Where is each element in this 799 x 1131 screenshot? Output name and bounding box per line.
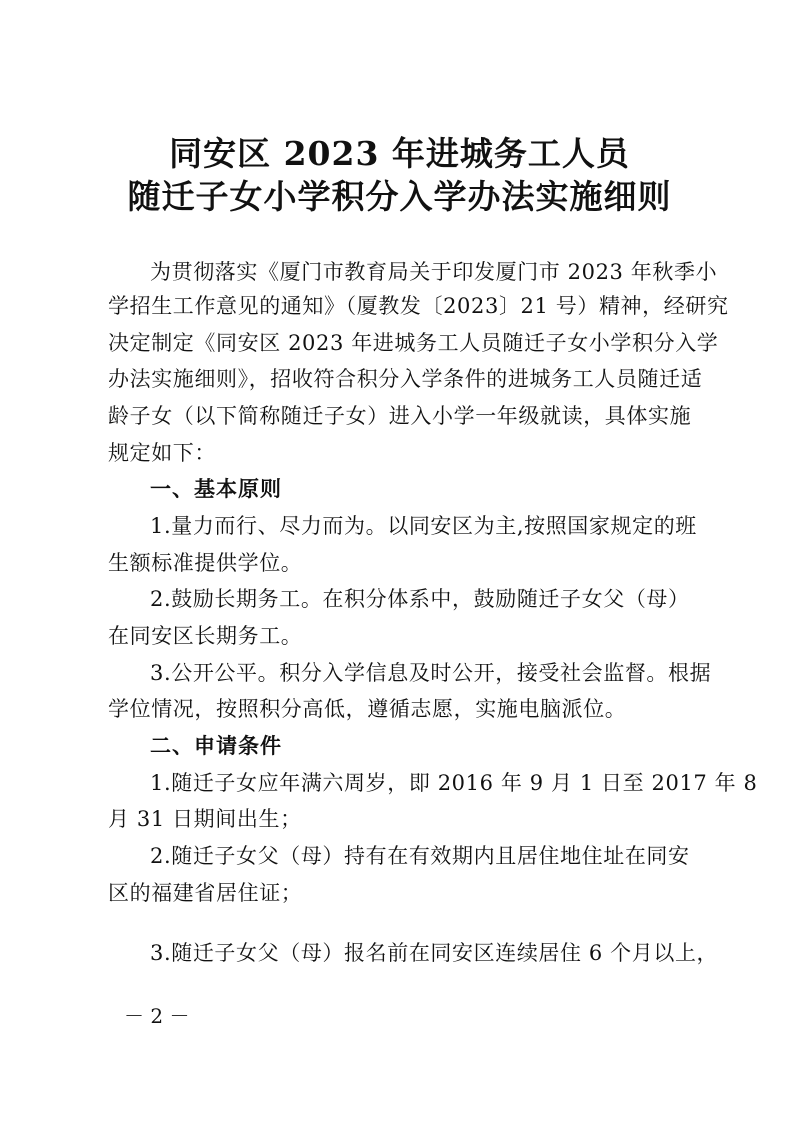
section-line: 1.随迁子女应年满六周岁，即 2016 年 9 月 1 日至 2017 年 8 [150, 771, 758, 795]
section-line: 在同安区长期务工。 [108, 624, 303, 648]
intro-line: 龄子女（以下简称随迁子女）进入小学一年级就读，具体实施 [108, 404, 692, 428]
section-line: 区的福建省居住证； [108, 881, 303, 905]
intro-line: 为贯彻落实《厦门市教育局关于印发厦门市 2023 年秋季小 [150, 260, 718, 284]
section-line: 3.公开公平。积分入学信息及时公开，接受社会监督。根据 [150, 661, 712, 685]
page-number: － 2 － [124, 1004, 190, 1028]
document-title-line-2: 随迁子女小学积分入学办法实施细则 [127, 177, 672, 216]
section-line: 2.随迁子女父（母）持有在有效期内且居住地住址在同安 [150, 844, 690, 868]
section-line: 2.鼓励长期务工。在积分体系中，鼓励随迁子女父（母） [150, 587, 690, 611]
intro-line: 学招生工作意见的通知》（厦教发〔2023〕21 号）精神，经研究 [108, 294, 729, 318]
intro-line: 办法实施细则》，招收符合积分入学条件的进城务工人员随迁适 [108, 367, 703, 391]
section-line: 1.量力而行、尽力而为。以同安区为主,按照国家规定的班 [150, 514, 697, 538]
section-line: 学位情况，按照积分高低，遵循志愿，实施电脑派位。 [108, 697, 627, 721]
intro-line: 规定如下： [108, 441, 216, 465]
section-line: 月 31 日期间出生； [108, 807, 302, 831]
intro-line: 决定制定《同安区 2023 年进城务工人员随迁子女小学积分入学 [108, 331, 719, 355]
section-heading-application-conditions: 二、申请条件 [150, 734, 282, 758]
section-line: 3.随迁子女父（母）报名前在同安区连续居住 6 个月以上， [150, 941, 719, 965]
section-line: 生额标准提供学位。 [108, 551, 303, 575]
section-heading-basic-principles: 一、基本原则 [150, 477, 282, 501]
document-title-line-1: 同安区 2023 年进城务工人员 [169, 134, 630, 173]
